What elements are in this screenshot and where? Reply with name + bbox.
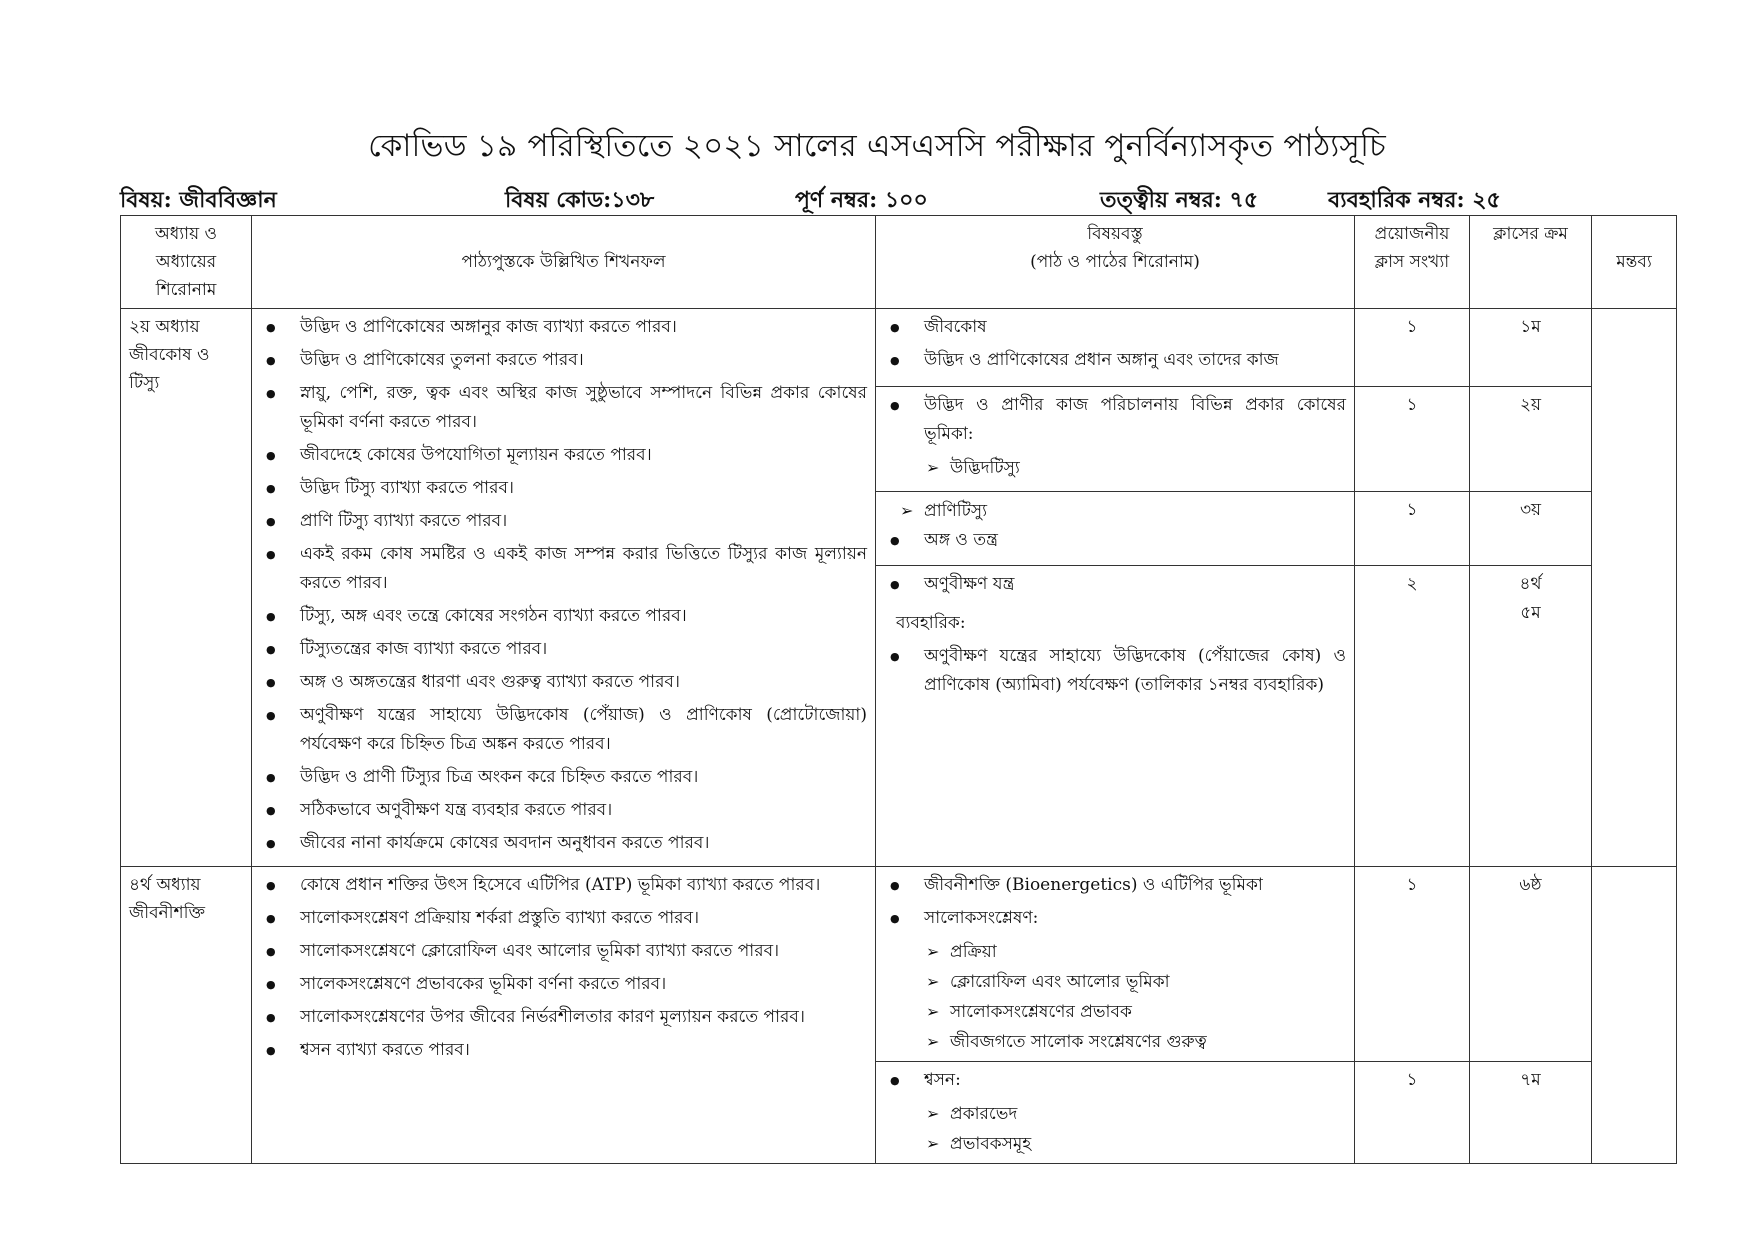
header-content [876, 216, 1355, 309]
outcome-item: ● জীবদেহে কোষের উপযোগিতা মূল্যায়ন করতে পারব। [260, 441, 867, 470]
outcome-item: ● জীবের নানা কার্যক্রমে কোষের অবদান অনুধাবন করতে পারব। [260, 829, 867, 858]
content-list [884, 871, 1346, 933]
outcome-item: ● উদ্ভিদ ও প্রাণী টিস্যুর চিত্র অংকন করে চিহ্নিত করতে পারব। [260, 763, 867, 792]
class-order-cell [1470, 1062, 1592, 1164]
header-order [1470, 216, 1592, 309]
class-order-cell [1470, 867, 1592, 1062]
header-chapter-text: অধ্যায় ও অধ্যায়ের শিরোনাম [154, 224, 218, 300]
chapter-title-cell [121, 309, 252, 867]
content-subitem: ➢ প্রভাবকসমূহ [884, 1129, 1346, 1159]
outcome-item: ● উদ্ভিদ ও প্রাণিকোষের অঙ্গানুর কাজ ব্যাখ্যা করতে পারব। [260, 313, 867, 342]
outcome-item: ● উদ্ভিদ টিস্যু ব্যাখ্যা করতে পারব। [260, 474, 867, 503]
outcome-item: ● টিস্যুতন্ত্রের কাজ ব্যাখ্যা করতে পারব। [260, 635, 867, 664]
outcome-item: ● অঙ্গ ও অঙ্গতন্ত্রের ধারণা এবং গুরুত্ব ব্যাখ্যা করতে পারব। [260, 668, 867, 697]
table-row [121, 867, 1677, 1062]
content-sublist [884, 496, 1346, 526]
content-sublist [884, 1099, 1346, 1159]
outcome-item: ● শ্বসন ব্যাখ্যা করতে পারব। [260, 1036, 867, 1065]
content-item: ● শ্বসন: [884, 1066, 1346, 1095]
content-subitem: ➢ প্রকারভেদ [884, 1099, 1346, 1129]
outcome-item: ● সালেকসংশ্লেষণে প্রভাবকের ভূমিকা বর্ণনা করতে পারব। [260, 970, 867, 999]
content-item: ● উদ্ভিদ ও প্রাণিকোষের প্রধান অঙ্গানু এবং তাদের কাজ [884, 346, 1346, 375]
content-cell [876, 867, 1355, 1062]
content-cell [876, 1062, 1355, 1164]
outcome-item: ● সালোকসংশ্লেষণের উপর জীবের নির্ভরশীলতার কারণ মূল্যায়ন করতে পারব। [260, 1003, 867, 1032]
class-count-cell [1355, 867, 1470, 1062]
content-item: ● সালোকসংশ্লেষণ: [884, 904, 1346, 933]
header-remarks-text: মন্তব্য [1616, 252, 1652, 272]
class-order: ২য় [1519, 394, 1542, 415]
class-count: ১ [1406, 875, 1418, 895]
header-content-text: বিষয়বস্তু (পাঠ ও পাঠের শিরোনাম) [1030, 224, 1200, 272]
class-count: ১ [1406, 499, 1418, 520]
theory-marks: তত্ত্বীয় নম্বর: ৭৫ [1100, 187, 1259, 213]
content-cell [876, 491, 1355, 566]
remarks-cell [1592, 867, 1677, 1164]
header-order-text: ক্লাসের ক্রম [1493, 224, 1568, 244]
content-subitem: ➢ ক্লোরোফিল এবং আলোর ভূমিকা [884, 967, 1346, 997]
subject-code: বিষয় কোড:১৩৮ [505, 187, 655, 213]
outcome-item: ● সালোকসংশ্লেষণ প্রক্রিয়ায় শর্করা প্রস্তুতি ব্যাখ্যা করতে পারব। [260, 904, 867, 933]
class-count-cell [1355, 1062, 1470, 1164]
content-list [884, 391, 1346, 449]
header-chapter [121, 216, 252, 309]
class-order: ৬ষ্ঠ [1519, 875, 1542, 895]
outcomes-list [260, 871, 867, 1065]
chapter-title: ২য় অধ্যায় জীবকোষ ও টিস্যু [129, 317, 210, 393]
content-sublist [884, 937, 1346, 1057]
class-order: ৭ম [1520, 1070, 1541, 1090]
class-order: ৩য় [1519, 499, 1542, 520]
class-count: ১ [1406, 1070, 1418, 1090]
content-subitem: ➢ প্রাণিটিস্যু [884, 496, 1346, 526]
content-item: ● জীবকোষ [884, 313, 1346, 342]
class-count: ২ [1406, 574, 1418, 595]
content-list [884, 570, 1346, 599]
header-remarks [1592, 216, 1677, 309]
outcome-item: ● কোষে প্রধান শক্তির উৎস হিসেবে এটিপির (ATP) ভূমিকা ব্যাখ্যা করতে পারব। [260, 871, 867, 900]
table-row [121, 309, 1677, 387]
outcomes-cell [252, 867, 876, 1164]
content-cell [876, 566, 1355, 867]
outcome-item: ● উদ্ভিদ ও প্রাণিকোষের তুলনা করতে পারব। [260, 346, 867, 375]
syllabus-table [120, 215, 1677, 1164]
chapter-title-cell [121, 867, 252, 1164]
outcome-item: ● স্নায়ু, পেশি, রক্ত, ত্বক এবং অস্থির কাজ সুষ্ঠুভাবে সম্পাদনে বিভিন্ন প্রকার কোষের ভূমিকা বর্ণনা করতে পারব। [260, 379, 867, 437]
outcome-item: ● একই রকম কোষ সমষ্টির ও একই কাজ সম্পন্ন করার ভিত্তিতে টিস্যুর কাজ মূল্যায়ন করতে পারব। [260, 540, 867, 598]
header-classes-text: প্রয়োজনীয় ক্লাস সংখ্যা [1374, 224, 1450, 272]
class-count: ১ [1406, 394, 1418, 415]
practical-marks: ব্যবহারিক নম্বর: ২৫ [1328, 187, 1501, 213]
practical-label: ব্যবহারিক: [896, 613, 966, 634]
class-order: ১ম [1520, 317, 1541, 337]
class-order-cell [1470, 309, 1592, 387]
header-outcomes [252, 216, 876, 309]
practical-list [884, 642, 1346, 700]
header-classes [1355, 216, 1470, 309]
outcome-item: ● অণুবীক্ষণ যন্ত্রের সাহায্যে উদ্ভিদকোষ (পেঁয়াজ) ও প্রাণিকোষ (প্রোটোজোয়া) পর্যবেক্ষণ করে চিহ্নিত চিত্র অঙ্কন করতে পারব। [260, 701, 867, 759]
content-list [884, 526, 1346, 555]
content-subitem: ➢ প্রক্রিয়া [884, 937, 1346, 967]
page-title: কোভিড ১৯ পরিস্থিতিতে ২০২১ সালের এসএসসি পরীক্ষার পুনর্বিন্যাসকৃত পাঠ্যসূচি [368, 128, 1386, 164]
full-marks: পূর্ণ নম্বর: ১০০ [795, 187, 928, 213]
content-sublist [884, 453, 1346, 483]
content-cell [876, 386, 1355, 491]
class-count-cell [1355, 386, 1470, 491]
class-order-cell [1470, 491, 1592, 566]
outcome-item: ● সঠিকভাবে অণুবীক্ষণ যন্ত্র ব্যবহার করতে পারব। [260, 796, 867, 825]
content-item: ● উদ্ভিদ ও প্রাণীর কাজ পরিচালনায় বিভিন্ন প্রকার কোষের ভূমিকা: [884, 391, 1346, 449]
header-outcomes-text: পাঠ্যপুস্তকে উল্লিখিত শিখনফল [461, 252, 666, 272]
content-cell [876, 309, 1355, 387]
class-order: ৪র্থ ৫ম [1519, 574, 1542, 624]
class-count-cell [1355, 491, 1470, 566]
subject-label: বিষয়: জীববিজ্ঞান [120, 187, 277, 213]
content-subitem: ➢ জীবজগতে সালোক সংশ্লেষণের গুরুত্ব [884, 1027, 1346, 1057]
content-list [884, 313, 1346, 375]
remarks-cell [1592, 309, 1677, 867]
content-item: ● অণুবীক্ষণ যন্ত্র [884, 570, 1346, 599]
content-item: ● জীবনীশক্তি (Bioenergetics) ও এটিপির ভূমিকা [884, 871, 1346, 900]
content-subitem: ➢ সালোকসংশ্লেষণের প্রভাবক [884, 997, 1346, 1027]
class-order-cell [1470, 386, 1592, 491]
outcomes-list [260, 313, 867, 858]
chapter-title: ৪র্থ অধ্যায় জীবনীশক্তি [129, 875, 205, 923]
class-count: ১ [1406, 317, 1418, 337]
content-item: ● অঙ্গ ও তন্ত্র [884, 526, 1346, 555]
content-subitem: ➢ উদ্ভিদটিস্যু [884, 453, 1346, 483]
outcome-item: ● টিস্যু, অঙ্গ এবং তন্ত্রে কোষের সংগঠন ব্যাখ্যা করতে পারব। [260, 602, 867, 631]
outcome-item: ● প্রাণি টিস্যু ব্যাখ্যা করতে পারব। [260, 507, 867, 536]
class-count-cell [1355, 309, 1470, 387]
outcomes-cell [252, 309, 876, 867]
outcome-item: ● সালোকসংশ্লেষণে ক্লোরোফিল এবং আলোর ভূমিকা ব্যাখ্যা করতে পারব। [260, 937, 867, 966]
content-list [884, 1066, 1346, 1095]
class-order-cell [1470, 566, 1592, 867]
practical-item: ● অণুবীক্ষণ যন্ত্রের সাহায্যে উদ্ভিদকোষ (পেঁয়াজের কোষ) ও প্রাণিকোষ (অ্যামিবা) পর্যবেক্ষণ (তালিকার ১নম্বর ব্যবহারিক) [884, 642, 1346, 700]
class-count-cell [1355, 566, 1470, 867]
